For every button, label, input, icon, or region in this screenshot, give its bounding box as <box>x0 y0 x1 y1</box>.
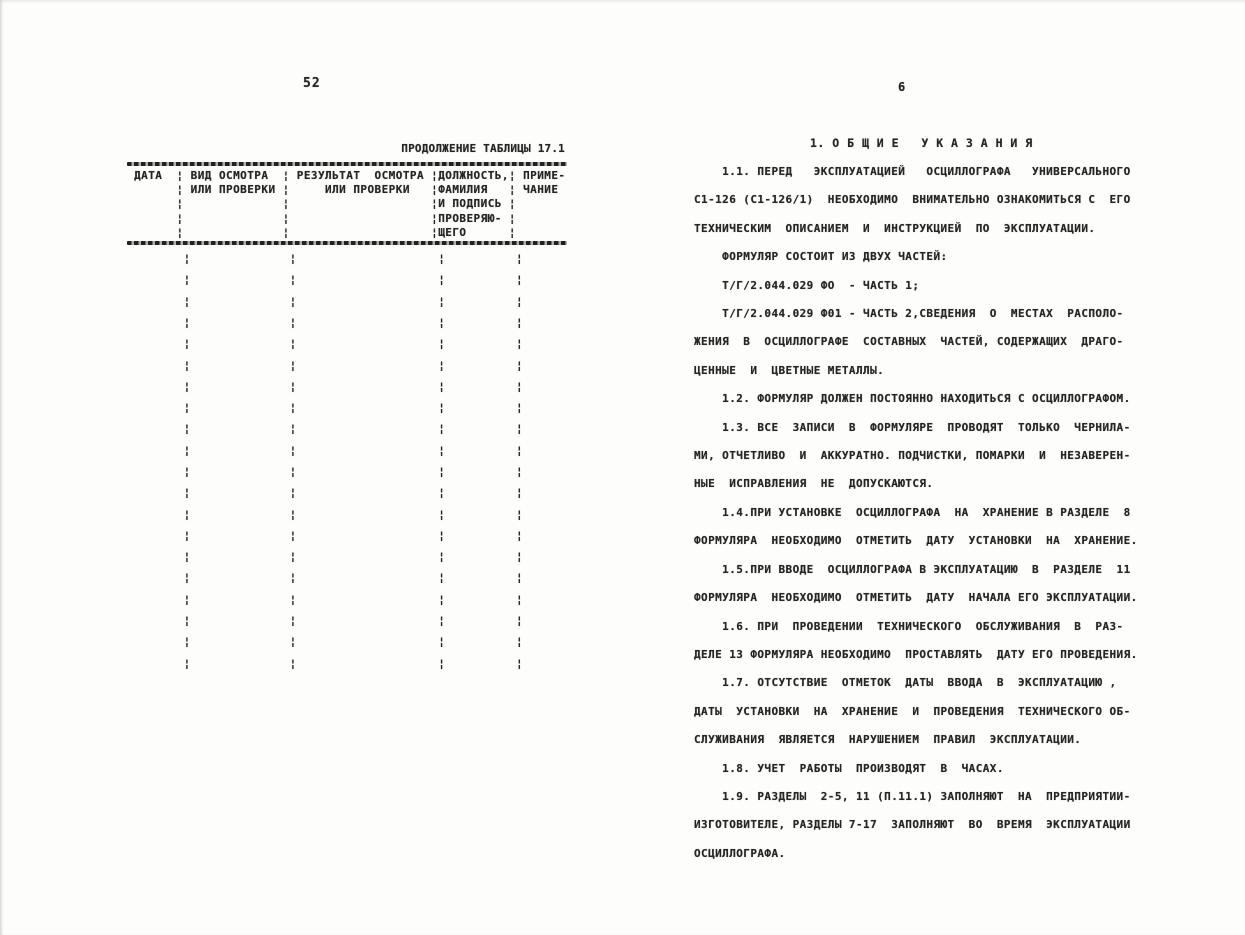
paragraph-line: 1.7. ОТСУТСТВИЕ ОТМЕТОК ДАТЫ ВВОДА В ЭКСПЛУАТАЦИЮ , <box>694 676 1117 690</box>
table-row: ¦ ¦ ¦ ¦ <box>127 294 524 308</box>
table-row: ¦ ¦ ¦ ¦ <box>127 528 524 542</box>
table-continuation-title: ПРОДОЛЖЕНИЕ ТАБЛИЦЫ 17.1 <box>401 142 565 155</box>
paragraph-line: НЫЕ ИСПРАВЛЕНИЯ НЕ ДОПУСКАЮТСЯ. <box>694 477 934 491</box>
table-row: ¦ ¦ ¦ ¦ <box>127 614 524 628</box>
table-row: ¦ ¦ ¦ ¦ <box>127 337 524 351</box>
inspection-table <box>127 142 567 674</box>
table-row: ¦ ¦ ¦ ¦ <box>127 422 524 436</box>
paragraph-line: Т/Г/2.044.029 ФО - ЧАСТЬ 1; <box>694 278 920 292</box>
table-row: ¦ ¦ ¦ ¦ <box>127 592 524 606</box>
table-row: ¦ ¦ ¦ ¦ <box>127 401 524 415</box>
table-header-line: ДАТА ¦ ВИД ОСМОТРА ¦ РЕЗУЛЬТАТ ОСМОТРА ¦ДОЛЖНОСТЬ,¦ ПРИМЕ- <box>127 169 566 182</box>
paragraph-line: 1.2. ФОРМУЛЯР ДОЛЖЕН ПОСТОЯННО НАХОДИТЬСЯ С ОСЦИЛЛОГРАФОМ. <box>694 392 1131 406</box>
paragraph-line: ДЕЛЕ 13 ФОРМУЛЯРА НЕОБХОДИМО ПРОСТАВЛЯТЬ ДАТУ ЕГО ПРОВЕДЕНИЯ. <box>694 647 1138 661</box>
paragraph-line: ЖЕНИЯ В ОСЦИЛЛОГРАФЕ СОСТАВНЫХ ЧАСТЕЙ, СОДЕРЖАЩИХ ДРАГО- <box>694 335 1124 349</box>
table-row: ¦ ¦ ¦ ¦ <box>127 571 524 585</box>
table-row: ¦ ¦ ¦ ¦ <box>127 507 524 521</box>
table-header <box>127 169 567 240</box>
table-header-line: ¦ ¦ ¦ПРОВЕРЯЮ- ¦ <box>127 211 516 225</box>
table-row: ¦ ¦ ¦ ¦ <box>127 315 524 329</box>
table-row: ¦ ¦ ¦ ¦ <box>127 358 524 372</box>
paragraph-line: ИЗГОТОВИТЕЛЕ, РАЗДЕЛЫ 7-17 ЗАПОЛНЯЮТ ВО ВРЕМЯ ЭКСПЛУАТАЦИИ <box>694 818 1131 832</box>
right-page-number: 6 <box>898 80 907 94</box>
table-row: ¦ ¦ ¦ ¦ <box>127 656 524 670</box>
paragraph-line: ФОРМУЛЯР СОСТОИТ ИЗ ДВУХ ЧАСТЕЙ: <box>694 250 948 264</box>
table-body <box>127 248 567 674</box>
paragraph-line: 1.6. ПРИ ПРОВЕДЕНИИ ТЕХНИЧЕСКОГО ОБСЛУЖИВАНИЯ В РАЗ- <box>694 619 1124 633</box>
paragraph-line: ФОРМУЛЯРА НЕОБХОДИМО ОТМЕТИТЬ ДАТУ НАЧАЛА ЕГО ЭКСПЛУАТАЦИИ. <box>694 591 1138 605</box>
section-heading: 1. О Б Щ И Е У К А З А Н И Я <box>810 136 1033 150</box>
paragraph-line: Т/Г/2.044.029 Ф01 - ЧАСТЬ 2,СВЕДЕНИЯ О МЕСТАХ РАСПОЛО- <box>694 307 1124 321</box>
paragraph-line: СЛУЖИВАНИЯ ЯВЛЯЕТСЯ НАРУШЕНИЕМ ПРАВИЛ ЭКСПЛУАТАЦИИ. <box>694 733 1082 747</box>
paragraph-line: 1.8. УЧЕТ РАБОТЫ ПРОИЗВОДЯТ В ЧАСАХ. <box>694 761 1004 775</box>
table-header-border <box>127 241 567 245</box>
paragraph-line: С1-126 (С1-126/1) НЕОБХОДИМО ВНИМАТЕЛЬНО ОЗНАКОМИТЬСЯ С ЕГО <box>694 193 1131 207</box>
paragraph-line: 1.4.ПРИ УСТАНОВКЕ ОСЦИЛЛОГРАФА НА ХРАНЕНИЕ В РАЗДЕЛЕ 8 <box>694 505 1131 519</box>
paragraph-line: 1.3. ВСЕ ЗАПИСИ В ФОРМУЛЯРЕ ПРОВОДЯТ ТОЛЬКО ЧЕРНИЛА- <box>694 420 1131 434</box>
table-row: ¦ ¦ ¦ ¦ <box>127 550 524 564</box>
table-row: ¦ ¦ ¦ ¦ <box>127 273 524 287</box>
paragraph-line: ЦЕННЫЕ И ЦВЕТНЫЕ МЕТАЛЛЫ. <box>694 363 885 377</box>
table-header-line: ¦ ИЛИ ПРОВЕРКИ ¦ ИЛИ ПРОВЕРКИ ¦ФАМИЛИЯ ¦ ЧАНИЕ <box>127 183 559 197</box>
table-header-line: ¦ ¦ ¦ЩЕГО ¦ <box>127 225 516 239</box>
paragraph-line: ДАТЫ УСТАНОВКИ НА ХРАНЕНИЕ И ПРОВЕДЕНИЯ ТЕХНИЧЕСКОГО ОБ- <box>694 704 1131 718</box>
table-row: ¦ ¦ ¦ ¦ <box>127 443 524 457</box>
paragraph-line: 1.5.ПРИ ВВОДЕ ОСЦИЛЛОГРАФА В ЭКСПЛУАТАЦИЮ В РАЗДЕЛЕ 11 <box>694 562 1131 576</box>
paragraph-line: ФОРМУЛЯРА НЕОБХОДИМО ОТМЕТИТЬ ДАТУ УСТАНОВКИ НА ХРАНЕНИЕ. <box>694 534 1138 548</box>
table-row: ¦ ¦ ¦ ¦ <box>127 464 524 478</box>
paragraph-line: ОСЦИЛЛОГРАФА. <box>694 846 786 860</box>
table-row: ¦ ¦ ¦ ¦ <box>127 486 524 500</box>
left-page-number: 52 <box>303 76 321 91</box>
general-instructions-text <box>694 158 1154 868</box>
table-row: ¦ ¦ ¦ ¦ <box>127 635 524 649</box>
paragraph-line: ТЕХНИЧЕСКИМ ОПИСАНИЕМ И ИНСТРУКЦИЕЙ ПО ЭКСПЛУАТАЦИИ. <box>694 221 1096 235</box>
paragraph-line: МИ, ОТЧЕТЛИВО И АККУРАТНО. ПОДЧИСТКИ, ПОМАРКИ И НЕЗАВЕРЕН- <box>694 449 1131 463</box>
table-row: ¦ ¦ ¦ ¦ <box>127 379 524 393</box>
paragraph-line: 1.9. РАЗДЕЛЫ 2-5, 11 (П.11.1) ЗАПОЛНЯЮТ НА ПРЕДПРИЯТИИ- <box>694 789 1131 803</box>
table-top-border <box>127 162 567 166</box>
table-row: ¦ ¦ ¦ ¦ <box>127 252 524 266</box>
table-header-line: ¦ ¦ ¦И ПОДПИСЬ ¦ <box>127 197 516 211</box>
paragraph-line: 1.1. ПЕРЕД ЭКСПЛУАТАЦИЕЙ ОСЦИЛЛОГРАФА УНИВЕРСАЛЬНОГО <box>694 165 1131 178</box>
